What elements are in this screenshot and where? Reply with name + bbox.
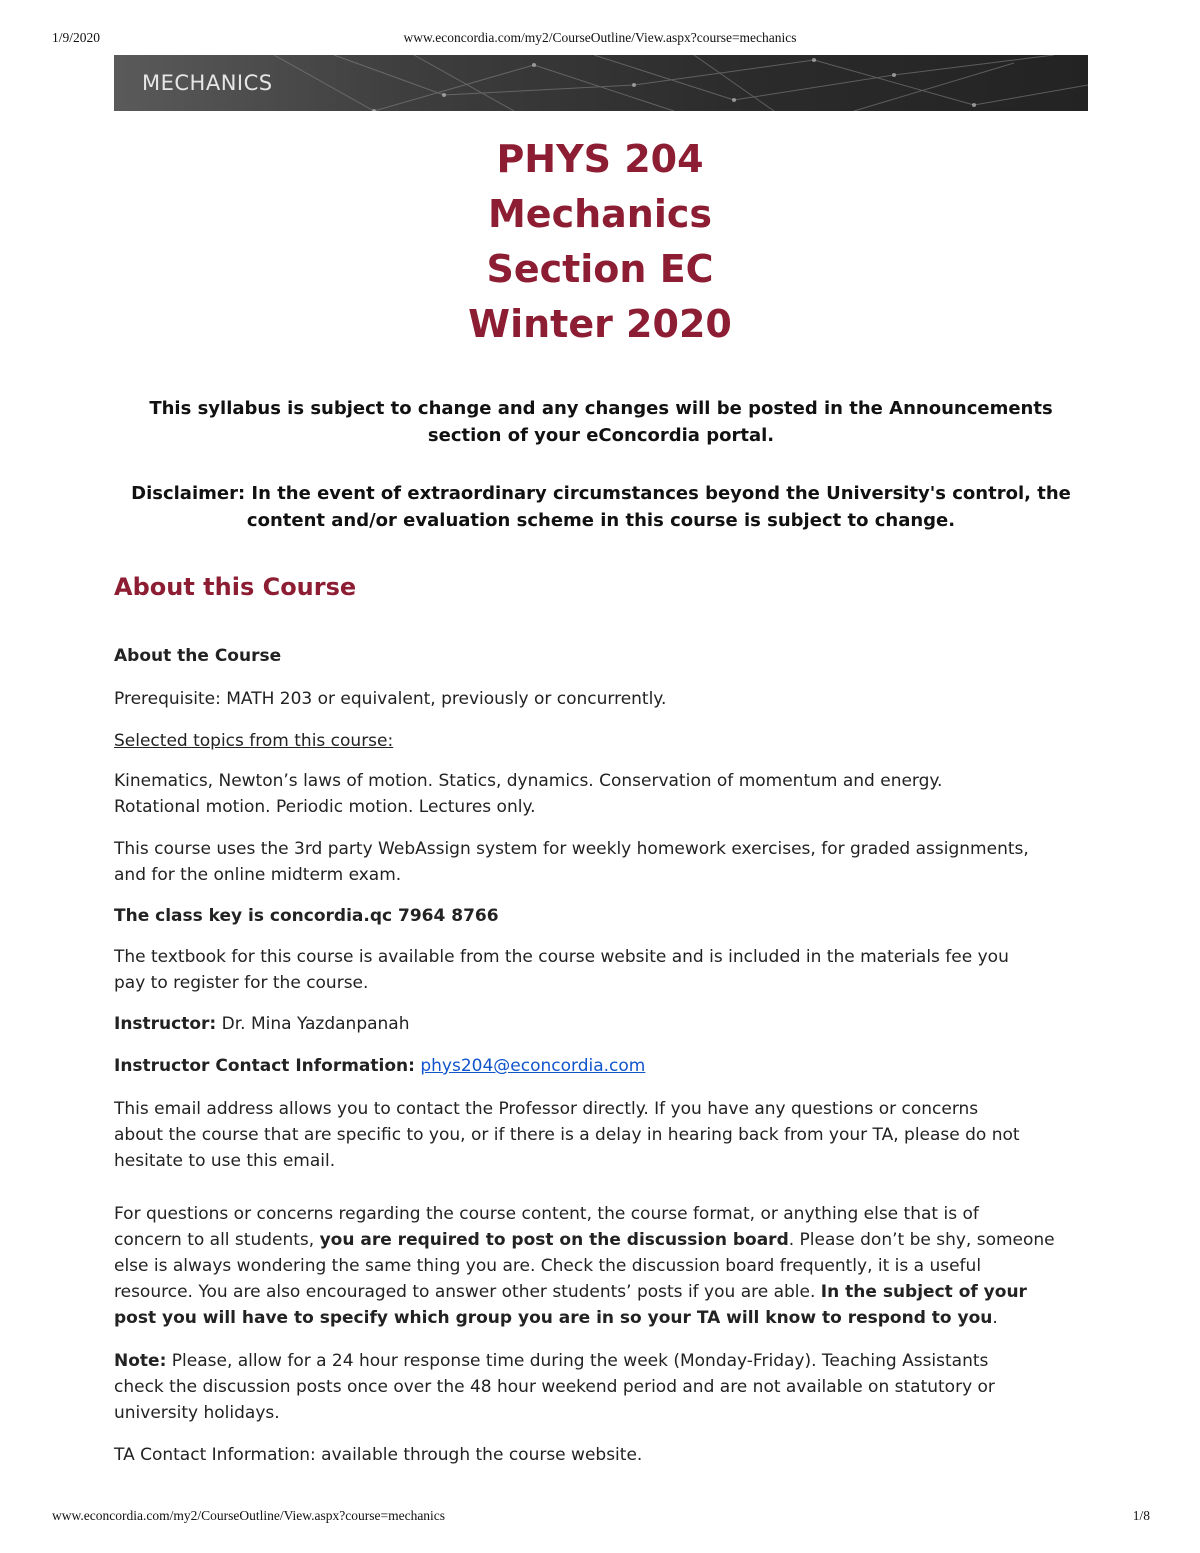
course-code: PHYS 204 [496, 137, 704, 181]
banner-title: MECHANICS [142, 71, 273, 95]
disclaimer-notice: Disclaimer: In the event of extraordinary circumstances beyond the University's control, the content and/or evaluation scheme in this course is subject to change. [131, 483, 1071, 531]
course-title-block [0, 132, 1200, 352]
topics-label: Selected topics from this course: [114, 731, 394, 751]
prerequisite-text: Prerequisite: MATH 203 or equivalent, previously or concurrently. [114, 689, 667, 709]
instructor-line [114, 1011, 1094, 1037]
note-label: Note: [114, 1351, 167, 1371]
course-banner [114, 55, 1088, 111]
instructor-name: Dr. Mina Yazdanpanah [221, 1014, 410, 1034]
print-url: www.econcordia.com/my2/CourseOutline/View.aspx?course=mechanics [403, 30, 797, 45]
course-name: Mechanics [487, 192, 713, 236]
footer-url: www.econcordia.com/my2/CourseOutline/View.aspx?course=mechanics [52, 1508, 446, 1523]
instructor-label: Instructor: [114, 1014, 217, 1034]
discussion-board-text: For questions or concerns regarding the course content, the course format, or anything else that is of concern to all students, you are required to post on the discussion board. Please don’t be shy, someone else is always wondering the same thing you are. Check the discussion board frequently, it is a useful resource. You are also encouraged to answer other students’ posts if you are able. In the subject of your post you will have to specify which group you are in so your TA will know to respond to you. [114, 1204, 1055, 1328]
note-text: Note: Please, allow for a 24 hour response time during the week (Monday-Friday). Teaching Assistants check the discussion posts once over the 48 hour weekend period and are not available on statutory or university holidays. [114, 1351, 995, 1423]
contact-label: Instructor Contact Information: [114, 1056, 415, 1076]
ta-contact-text: TA Contact Information: available through the course website. [114, 1445, 643, 1465]
webassign-text: This course uses the 3rd party WebAssign system for weekly homework exercises, for graded assignments, and for the online midterm exam. [114, 839, 1029, 885]
syllabus-change-notice: This syllabus is subject to change and any changes will be posted in the Announcements section of your eConcordia portal. [149, 398, 1053, 446]
instructor-contact-line [114, 1053, 1094, 1079]
email-info-text: This email address allows you to contact the Professor directly. If you have any questions or concerns about the course that are specific to you, or if there is a delay in hearing back from your TA, please do not hesitate to use this email. [114, 1099, 1020, 1171]
textbook-text: The textbook for this course is available from the course website and is included in the materials fee you pay to register for the course. [114, 947, 1009, 993]
instructor-email-link[interactable]: phys204@econcordia.com [420, 1056, 646, 1076]
course-section: Section EC [486, 247, 714, 291]
about-subheading: About the Course [114, 646, 282, 666]
section-heading: About this Course [114, 573, 357, 601]
class-key: The class key is concordia.qc 7964 8766 [114, 906, 499, 926]
course-term: Winter 2020 [468, 302, 732, 346]
print-date: 1/9/2020 [52, 30, 101, 45]
topics-text: Kinematics, Newton’s laws of motion. Statics, dynamics. Conservation of momentum and energy. Rotational motion. Periodic motion. Lectures only. [114, 771, 943, 817]
page-number: 1/8 [1132, 1508, 1150, 1523]
